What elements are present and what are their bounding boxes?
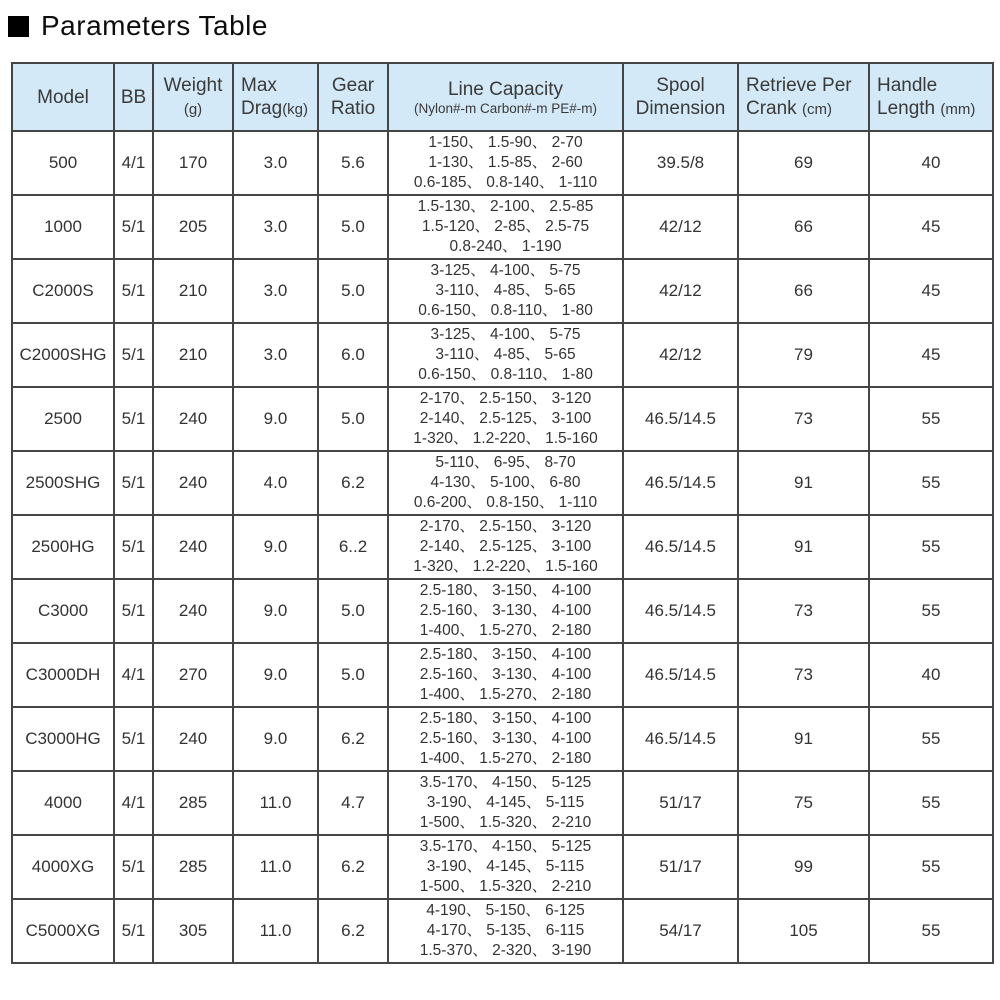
square-bullet-icon	[8, 16, 29, 37]
table-row	[12, 131, 993, 195]
cell-gear-ratio: 5.0	[318, 195, 388, 259]
col-header-gear-top: Gear	[331, 75, 375, 96]
cell-model: 4000XG	[12, 835, 114, 899]
cell-weight: 240	[153, 579, 233, 643]
line-capacity-pe: 0.8-240、 1-190	[449, 238, 562, 255]
cell-bb: 5/1	[114, 707, 153, 771]
table-row	[12, 515, 993, 579]
col-header-spool-dimension	[623, 63, 738, 131]
cell-model: 2500	[12, 387, 114, 451]
cell-line-capacity	[388, 771, 623, 835]
cell-handle-length: 40	[869, 643, 993, 707]
col-header-handle-bottom: Length	[877, 97, 936, 119]
cell-weight: 210	[153, 323, 233, 387]
cell-gear-ratio: 5.0	[318, 259, 388, 323]
cell-model: C3000HG	[12, 707, 114, 771]
cell-handle-length: 55	[869, 899, 993, 963]
cell-retrieve-per-crank: 75	[738, 771, 869, 835]
col-header-weight-unit: (g)	[183, 100, 203, 118]
cell-spool-dimension: 42/12	[623, 195, 738, 259]
table-row	[12, 387, 993, 451]
table-row	[12, 835, 993, 899]
cell-gear-ratio: 6.2	[318, 451, 388, 515]
cell-bb: 4/1	[114, 771, 153, 835]
cell-line-capacity	[388, 451, 623, 515]
cell-handle-length: 55	[869, 387, 993, 451]
line-capacity-carbon: 2.5-160、 3-130、 4-100	[419, 602, 592, 619]
cell-bb: 5/1	[114, 515, 153, 579]
cell-retrieve-per-crank: 105	[738, 899, 869, 963]
cell-handle-length: 40	[869, 131, 993, 195]
cell-model: C2000S	[12, 259, 114, 323]
line-capacity-pe: 0.6-150、 0.8-110、 1-80	[418, 302, 593, 319]
cell-model: C2000SHG	[12, 323, 114, 387]
table-row	[12, 771, 993, 835]
cell-weight: 240	[153, 515, 233, 579]
cell-line-capacity	[388, 707, 623, 771]
cell-spool-dimension: 46.5/14.5	[623, 579, 738, 643]
cell-retrieve-per-crank: 79	[738, 323, 869, 387]
line-capacity-nylon: 2.5-180、 3-150、 4-100	[419, 646, 592, 663]
line-capacity-pe: 1-500、 1.5-320、 2-210	[419, 878, 592, 895]
line-capacity-carbon: 2-140、 2.5-125、 3-100	[419, 410, 592, 427]
col-header-gear-bottom: Ratio	[330, 98, 376, 119]
cell-line-capacity	[388, 579, 623, 643]
cell-weight: 285	[153, 771, 233, 835]
cell-gear-ratio: 6.2	[318, 899, 388, 963]
line-capacity-nylon: 3.5-170、 4-150、 5-125	[419, 774, 592, 791]
col-header-bb-label: BB	[120, 86, 147, 108]
cell-spool-dimension: 42/12	[623, 259, 738, 323]
cell-bb: 4/1	[114, 131, 153, 195]
cell-max-drag: 11.0	[233, 835, 318, 899]
line-capacity-pe: 1-400、 1.5-270、 2-180	[419, 622, 592, 639]
cell-model: 1000	[12, 195, 114, 259]
cell-bb: 5/1	[114, 835, 153, 899]
parameters-table	[11, 62, 994, 964]
cell-max-drag: 9.0	[233, 643, 318, 707]
cell-gear-ratio: 6..2	[318, 515, 388, 579]
cell-retrieve-per-crank: 66	[738, 259, 869, 323]
cell-bb: 5/1	[114, 195, 153, 259]
cell-max-drag: 9.0	[233, 387, 318, 451]
cell-line-capacity	[388, 835, 623, 899]
cell-max-drag: 11.0	[233, 771, 318, 835]
col-header-retrieve-bottom: Crank	[746, 97, 797, 119]
cell-weight: 270	[153, 643, 233, 707]
table-row	[12, 451, 993, 515]
cell-max-drag: 9.0	[233, 515, 318, 579]
col-header-spool-top: Spool	[656, 75, 705, 96]
table-body	[12, 131, 993, 963]
cell-retrieve-per-crank: 73	[738, 387, 869, 451]
col-header-retrieve-top: Retrieve Per	[746, 74, 852, 96]
cell-gear-ratio: 5.0	[318, 579, 388, 643]
line-capacity-pe: 0.6-185、 0.8-140、 1-110	[413, 174, 598, 191]
line-capacity-nylon: 4-190、 5-150、 6-125	[426, 902, 585, 919]
cell-gear-ratio: 6.0	[318, 323, 388, 387]
cell-gear-ratio: 5.0	[318, 643, 388, 707]
col-header-model-label: Model	[37, 86, 89, 108]
cell-max-drag: 3.0	[233, 323, 318, 387]
line-capacity-carbon: 3-190、 4-145、 5-115	[426, 794, 585, 811]
cell-model: C3000	[12, 579, 114, 643]
col-header-line-capacity	[388, 63, 623, 131]
cell-line-capacity	[388, 899, 623, 963]
line-capacity-nylon: 1.5-130、 2-100、 2.5-85	[417, 198, 594, 215]
line-capacity-nylon: 2.5-180、 3-150、 4-100	[419, 710, 592, 727]
line-capacity-carbon: 1.5-120、 2-85、 2.5-75	[421, 218, 590, 235]
cell-gear-ratio: 5.6	[318, 131, 388, 195]
table-row	[12, 195, 993, 259]
cell-spool-dimension: 46.5/14.5	[623, 643, 738, 707]
cell-model: 500	[12, 131, 114, 195]
col-header-retrieve	[738, 63, 869, 131]
cell-line-capacity	[388, 387, 623, 451]
line-capacity-pe: 1-320、 1.2-220、 1.5-160	[413, 558, 598, 575]
cell-weight: 210	[153, 259, 233, 323]
cell-model: 4000	[12, 771, 114, 835]
cell-retrieve-per-crank: 91	[738, 707, 869, 771]
line-capacity-nylon: 2-170、 2.5-150、 3-120	[419, 390, 592, 407]
line-capacity-pe: 1-400、 1.5-270、 2-180	[419, 686, 592, 703]
line-capacity-carbon: 4-170、 5-135、 6-115	[426, 922, 585, 939]
line-capacity-nylon: 3.5-170、 4-150、 5-125	[419, 838, 592, 855]
cell-handle-length: 45	[869, 259, 993, 323]
cell-weight: 205	[153, 195, 233, 259]
cell-handle-length: 55	[869, 707, 993, 771]
line-capacity-pe: 1.5-370、 2-320、 3-190	[419, 942, 592, 959]
line-capacity-carbon: 2.5-160、 3-130、 4-100	[419, 666, 592, 683]
cell-max-drag: 11.0	[233, 899, 318, 963]
col-header-line-capacity-sub: (Nylon#-m Carbon#-m PE#-m)	[413, 100, 598, 116]
col-header-weight-label: Weight	[163, 74, 223, 96]
cell-line-capacity	[388, 515, 623, 579]
line-capacity-nylon: 1-150、 1.5-90、 2-70	[428, 134, 583, 151]
cell-handle-length: 55	[869, 515, 993, 579]
cell-spool-dimension: 51/17	[623, 835, 738, 899]
page-title	[8, 10, 268, 42]
cell-retrieve-per-crank: 69	[738, 131, 869, 195]
cell-handle-length: 45	[869, 195, 993, 259]
table-row	[12, 707, 993, 771]
cell-retrieve-per-crank: 73	[738, 579, 869, 643]
cell-bb: 5/1	[114, 451, 153, 515]
cell-spool-dimension: 54/17	[623, 899, 738, 963]
cell-line-capacity	[388, 323, 623, 387]
cell-line-capacity	[388, 131, 623, 195]
line-capacity-nylon: 5-110、 6-95、 8-70	[435, 454, 576, 471]
col-header-max-drag-bottom: Drag	[241, 97, 283, 119]
line-capacity-pe: 0.6-150、 0.8-110、 1-80	[418, 366, 593, 383]
cell-weight: 240	[153, 707, 233, 771]
col-header-handle-length	[869, 63, 993, 131]
cell-line-capacity	[388, 259, 623, 323]
line-capacity-carbon: 4-130、 5-100、 6-80	[430, 474, 581, 491]
line-capacity-carbon: 1-130、 1.5-85、 2-60	[428, 154, 583, 171]
line-capacity-nylon: 2-170、 2.5-150、 3-120	[419, 518, 592, 535]
cell-handle-length: 55	[869, 451, 993, 515]
col-header-max-drag-top: Max	[241, 74, 277, 96]
cell-line-capacity	[388, 643, 623, 707]
table-row	[12, 579, 993, 643]
cell-max-drag: 9.0	[233, 707, 318, 771]
header-row	[12, 63, 993, 131]
cell-weight: 285	[153, 835, 233, 899]
line-capacity-pe: 1-400、 1.5-270、 2-180	[419, 750, 592, 767]
cell-spool-dimension: 46.5/14.5	[623, 707, 738, 771]
table-row	[12, 643, 993, 707]
cell-retrieve-per-crank: 99	[738, 835, 869, 899]
line-capacity-nylon: 3-125、 4-100、 5-75	[430, 326, 581, 343]
cell-bb: 5/1	[114, 323, 153, 387]
line-capacity-carbon: 3-110、 4-85、 5-65	[435, 282, 576, 299]
cell-spool-dimension: 51/17	[623, 771, 738, 835]
cell-retrieve-per-crank: 73	[738, 643, 869, 707]
cell-model: C5000XG	[12, 899, 114, 963]
cell-spool-dimension: 46.5/14.5	[623, 515, 738, 579]
cell-bb: 5/1	[114, 387, 153, 451]
cell-gear-ratio: 5.0	[318, 387, 388, 451]
col-header-bb	[114, 63, 153, 131]
line-capacity-carbon: 2.5-160、 3-130、 4-100	[419, 730, 592, 747]
cell-max-drag: 4.0	[233, 451, 318, 515]
cell-spool-dimension: 42/12	[623, 323, 738, 387]
cell-spool-dimension: 39.5/8	[623, 131, 738, 195]
line-capacity-pe: 1-500、 1.5-320、 2-210	[419, 814, 592, 831]
line-capacity-nylon: 3-125、 4-100、 5-75	[430, 262, 581, 279]
line-capacity-pe: 1-320、 1.2-220、 1.5-160	[413, 430, 598, 447]
col-header-spool-bottom: Dimension	[635, 98, 726, 119]
cell-model: 2500SHG	[12, 451, 114, 515]
cell-gear-ratio: 4.7	[318, 771, 388, 835]
cell-retrieve-per-crank: 91	[738, 515, 869, 579]
col-header-handle-unit: (mm)	[940, 100, 976, 118]
cell-gear-ratio: 6.2	[318, 835, 388, 899]
table-header	[12, 63, 993, 131]
line-capacity-nylon: 2.5-180、 3-150、 4-100	[419, 582, 592, 599]
col-header-max-drag-unit: (kg)	[282, 100, 309, 118]
col-header-line-capacity-label: Line Capacity	[447, 78, 564, 100]
table-row	[12, 259, 993, 323]
cell-weight: 305	[153, 899, 233, 963]
line-capacity-carbon: 3-190、 4-145、 5-115	[426, 858, 585, 875]
col-header-gear-ratio	[318, 63, 388, 131]
cell-spool-dimension: 46.5/14.5	[623, 387, 738, 451]
page-title-text: Parameters Table	[41, 10, 268, 41]
cell-bb: 5/1	[114, 579, 153, 643]
cell-bb: 5/1	[114, 259, 153, 323]
cell-max-drag: 9.0	[233, 579, 318, 643]
cell-weight: 170	[153, 131, 233, 195]
cell-retrieve-per-crank: 66	[738, 195, 869, 259]
cell-spool-dimension: 46.5/14.5	[623, 451, 738, 515]
col-header-weight	[153, 63, 233, 131]
cell-weight: 240	[153, 387, 233, 451]
line-capacity-carbon: 3-110、 4-85、 5-65	[435, 346, 576, 363]
cell-handle-length: 55	[869, 835, 993, 899]
table-row	[12, 323, 993, 387]
cell-bb: 5/1	[114, 899, 153, 963]
cell-bb: 4/1	[114, 643, 153, 707]
cell-handle-length: 55	[869, 579, 993, 643]
col-header-max-drag	[233, 63, 318, 131]
col-header-retrieve-unit: (cm)	[801, 100, 832, 118]
cell-max-drag: 3.0	[233, 131, 318, 195]
col-header-handle-top: Handle	[877, 74, 938, 96]
line-capacity-pe: 0.6-200、 0.8-150、 1-110	[413, 494, 598, 511]
cell-handle-length: 55	[869, 771, 993, 835]
cell-max-drag: 3.0	[233, 259, 318, 323]
cell-handle-length: 45	[869, 323, 993, 387]
cell-max-drag: 3.0	[233, 195, 318, 259]
cell-weight: 240	[153, 451, 233, 515]
cell-model: C3000DH	[12, 643, 114, 707]
cell-model: 2500HG	[12, 515, 114, 579]
line-capacity-carbon: 2-140、 2.5-125、 3-100	[419, 538, 592, 555]
table-row	[12, 899, 993, 963]
cell-gear-ratio: 6.2	[318, 707, 388, 771]
col-header-model	[12, 63, 114, 131]
cell-retrieve-per-crank: 91	[738, 451, 869, 515]
cell-line-capacity	[388, 195, 623, 259]
